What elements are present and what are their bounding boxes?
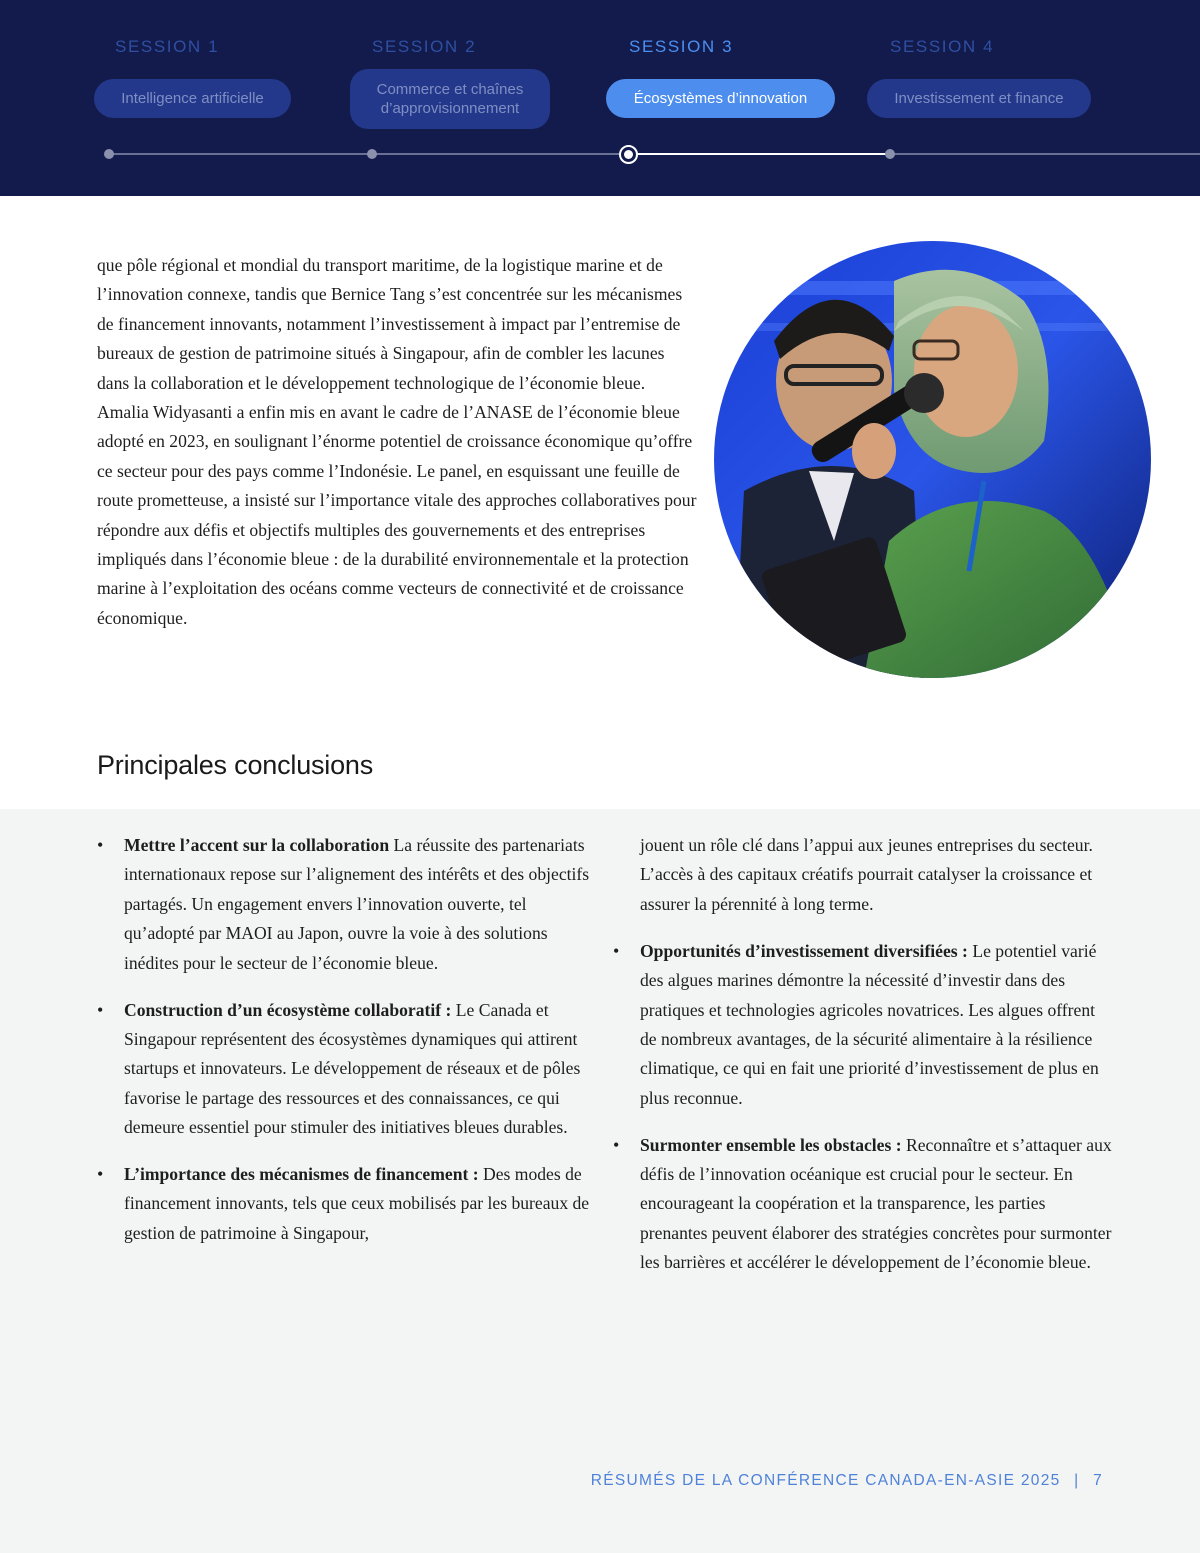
list-item [97,996,597,1143]
session-3-tab[interactable]: Écosystèmes d’innovation [606,79,835,118]
timeline-dot-1 [104,149,114,159]
conclusion-title: Construction d’un écosystème collaboratif : [124,999,452,1020]
bullet-icon: • [97,1164,104,1185]
page-number: 7 [1093,1472,1103,1489]
list-item [97,831,597,978]
section-heading: Principales conclusions [97,750,374,780]
timeline-dot-3-current [619,145,638,164]
panel-speaker-photo [714,241,1151,678]
conclusions-right-column [613,831,1113,1295]
session-nav-header [0,0,1200,196]
conclusion-title: L’importance des mécanismes de financement : [124,1164,479,1185]
intro-paragraph: que pôle régional et mondial du transport maritime, de la logistique marine et de l’innovation connexe, tandis que Bernice Tang s’est concentrée sur les mécanismes de financement innovants, notamment l’investissement à impact par l’entremise de bureaux de gestion de patrimoine situés à Singapour, afin de combler les lacunes dans la collaboration et le développement technologique de l’économie bleue. Amalia Widyasanti a enfin mis en avant le cadre de l’ANASE de l’économie bleue adopté en 2023, en soulignant l’énorme potentiel de croissance économique qu’offre ce secteur pour des pays comme l’Indonésie. Le panel, en esquissant une feuille de route prometteuse, a insisté sur l’importance vitale des approches collaboratives pour répondre aux défis et objectifs multiples des gouvernements et des entreprises impliqués dans l’économie bleue : de la durabilité environnementale et la protection marine à l’exploitation des océans comme vecteurs de connectivité et de croissance économique. [97,255,697,628]
session-timeline-current [628,153,890,155]
conclusion-title: Opportunités d’investissement diversifiées : [640,940,968,961]
session-2-label: SESSION 2 [372,37,477,56]
bullet-icon: • [97,835,104,855]
session-1-label: SESSION 1 [115,37,220,56]
timeline-dot-4 [885,149,895,159]
intro-text [97,251,697,633]
timeline-dot-2 [367,149,377,159]
list-item [97,1160,597,1248]
list-item [613,1131,1113,1278]
bullet-icon: • [613,1134,620,1155]
footer-separator: | [1074,1472,1080,1489]
session-4-label: SESSION 4 [890,37,995,56]
speaker-photo-illustration [714,241,1151,678]
publication-title: RÉSUMÉS DE LA CONFÉRENCE CANADA-EN-ASIE 2025 [590,1472,1061,1489]
conclusion-text: Des modes de financement innovants, tels que ceux mobilisés par les bureaux de gestion de patrimoine à Singapour, [124,1164,590,1243]
session-4-tab[interactable]: Investissement et finance [867,79,1091,118]
list-item [613,937,1113,1113]
conclusion-text: Reconnaître et s’attaquer aux défis de l’innovation océanique est crucial pour le secteur. En encourageant la coopération et la transparence, les parties prenantes peuvent élaborer des stratégies concrètes pour surmonter les barrières et accélérer le développement de l’économie bleue. [640,1134,1112,1273]
session-1-tab[interactable]: Intelligence artificielle [94,79,291,118]
session-3-label: SESSION 3 [629,37,734,56]
conclusion-text: Le potentiel varié des algues marines démontre la nécessité d’investir dans des pratiques et technologies agricoles novatrices. Les algues offrent de nombreux avantages, de la sécurité alimentaire à la résilience climatique, ce qui en fait une priorité d’investissement de plus en plus reconnue. [640,940,1099,1108]
conclusion-continuation: jouent un rôle clé dans l’appui aux jeunes entreprises du secteur. L’accès à des capitaux créatifs pourrait catalyser la croissance et assurer la pérennité à long terme. [640,835,1093,914]
page-footer [591,1472,1103,1490]
conclusion-text: La réussite des partenariats internationaux repose sur l’alignement des intérêts et des objectifs partagés. Un engagement envers l’innovation ouverte, tel qu’adopté par MAOI au Japon, ouvre la voie à des solutions inédites pour le secteur de l’économie bleue. [124,835,590,973]
conclusions-left-column [97,831,597,1266]
conclusion-title: Mettre l’accent sur la collaboration [124,835,390,855]
session-2-tab[interactable]: Commerce et chaînes d’approvisionnement [350,69,550,129]
conclusion-text: Le Canada et Singapour représentent des écosystèmes dynamiques qui attirent startups et innovateurs. Le développement de réseaux et de pôles favorise le partage des ressources et des connaissances, ce qui demeure essentiel pour stimuler des initiatives bleues durables. [124,999,581,1138]
bullet-icon: • [613,940,620,961]
bullet-icon: • [97,999,104,1020]
conclusion-title: Surmonter ensemble les obstacles : [640,1134,902,1155]
